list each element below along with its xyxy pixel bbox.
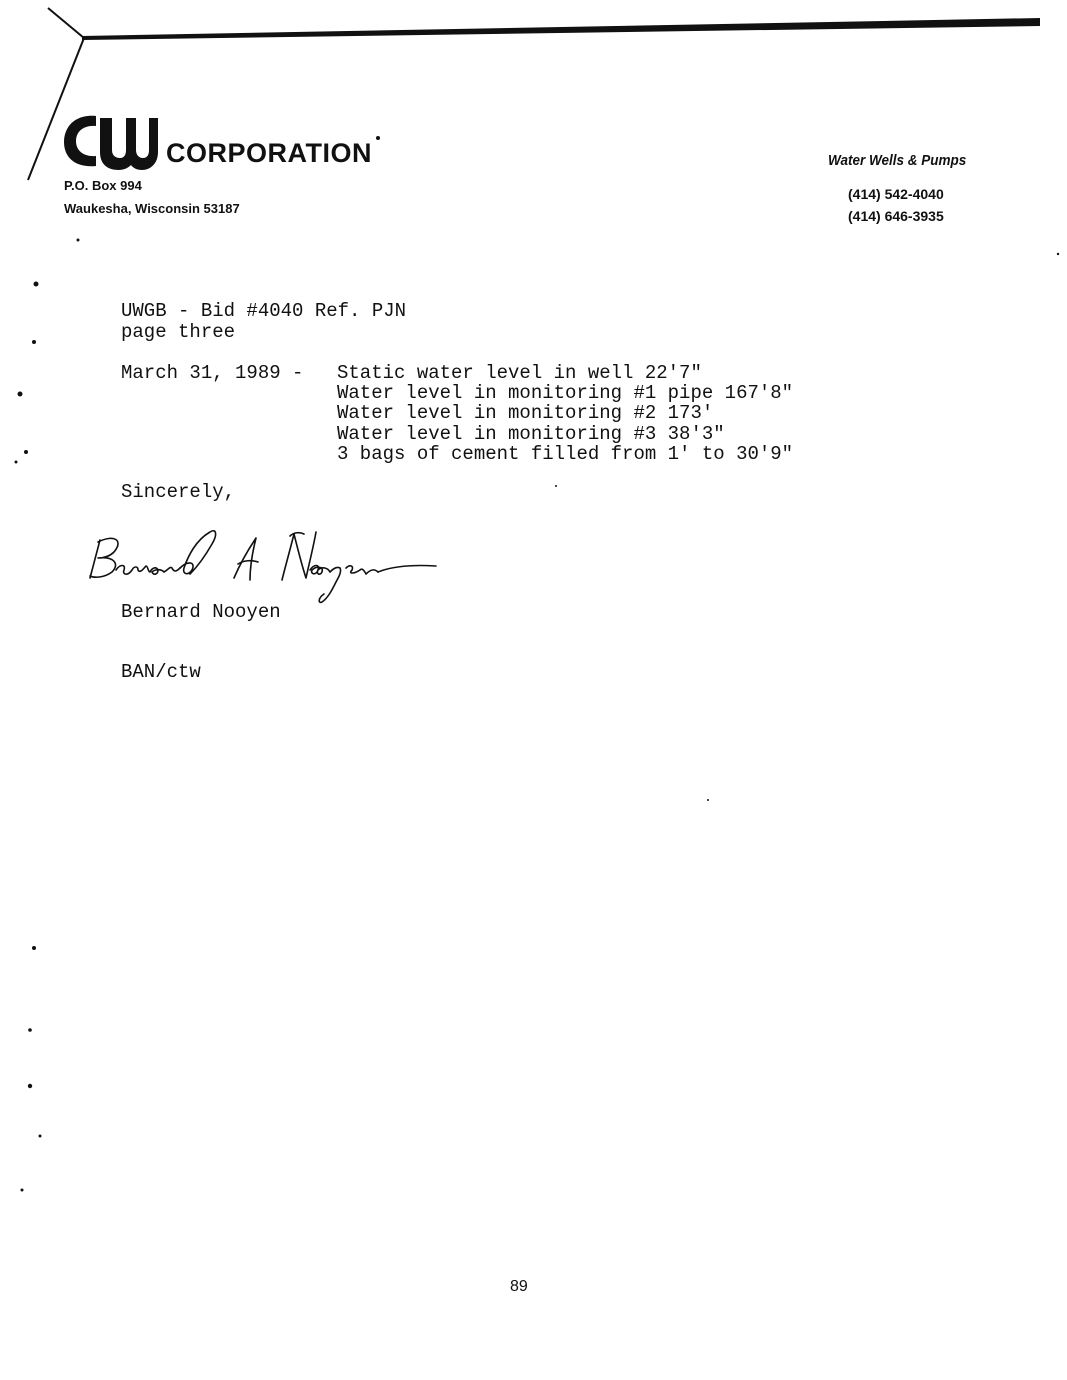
entry-line: 3 bags of cement filled from 1' to 30'9": [337, 443, 794, 465]
entry-date: March 31, 1989 -: [121, 362, 304, 384]
address-po-box: P.O. Box 994: [64, 178, 142, 193]
entry-line: Water level in monitoring #3 38'3": [337, 423, 725, 445]
entry-line: Water level in monitoring #2 173': [337, 402, 714, 424]
reference-line: UWGB - Bid #4040 Ref. PJN: [121, 300, 407, 322]
page-number: 89: [510, 1278, 528, 1295]
company-tagline: Water Wells & Pumps: [828, 152, 967, 169]
closing-salutation: Sincerely,: [121, 481, 236, 503]
phone-number-2: (414) 646-3935: [848, 208, 944, 224]
phone-number-1: (414) 542-4040: [848, 186, 944, 202]
company-name: CORPORATION: [166, 138, 372, 168]
entry-line: Static water level in well 22'7": [337, 362, 702, 384]
entry-line: Water level in monitoring #1 pipe 167'8": [337, 382, 794, 404]
address-city: Waukesha, Wisconsin 53187: [64, 201, 240, 216]
signer-name: Bernard Nooyen: [121, 601, 281, 623]
page-label: page three: [121, 321, 236, 343]
typist-initials: BAN/ctw: [121, 661, 201, 683]
